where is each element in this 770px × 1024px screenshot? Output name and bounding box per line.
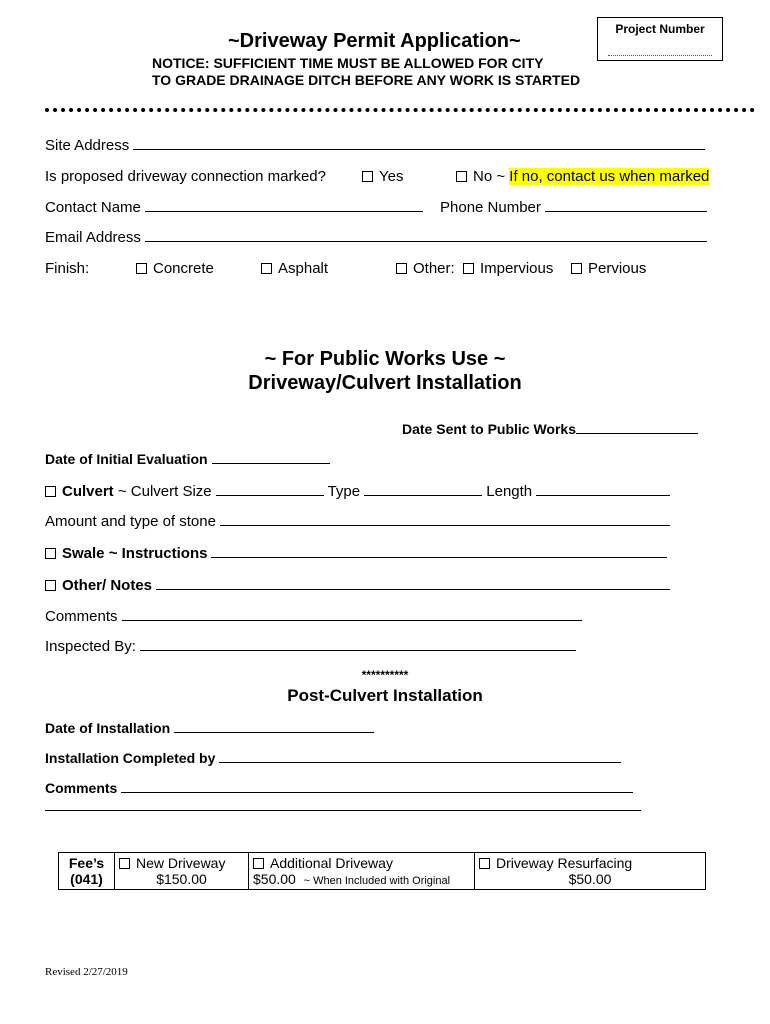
completed-by-field[interactable] [219,749,621,763]
additional-price: $50.00 [253,871,296,887]
initial-eval-label: Date of Initial Evaluation [45,451,208,467]
site-address-field[interactable] [133,136,705,150]
contact-name-label: Contact Name [45,199,141,216]
post-comments-line-2[interactable] [45,810,641,811]
culvert-label: Culvert [62,483,114,500]
phone-number-label: Phone Number [440,199,541,216]
inspected-label: Inspected By: [45,638,136,655]
yes-checkbox[interactable] [362,171,373,182]
project-number-label: Project Number [615,22,705,36]
finish-label: Finish: [45,260,90,277]
concrete-option[interactable] [136,260,214,277]
asphalt-label: Asphalt [278,260,329,277]
stone-row[interactable] [45,512,670,530]
culvert-size-label: ~ Culvert Size [117,483,212,500]
project-number-box[interactable] [597,17,723,61]
post-culvert-heading: Post-Culvert Installation [287,686,483,705]
new-driveway-cell[interactable] [115,853,249,890]
comments-row[interactable] [45,607,582,625]
length-label: Length [486,483,533,500]
dotted-divider [45,108,755,112]
impervious-label: Impervious [480,260,554,277]
yes-label: Yes [379,168,404,185]
other-notes-label: Other/ Notes [62,577,153,594]
swale-field[interactable] [211,544,667,558]
phone-number-field[interactable] [545,198,707,212]
fees-code: (041) [70,871,103,887]
pervious-option[interactable] [571,260,646,277]
additional-driveway-cell[interactable] [249,853,475,890]
length-field[interactable] [536,482,670,496]
type-field[interactable] [364,482,482,496]
asphalt-checkbox[interactable] [261,263,272,274]
date-sent-row[interactable] [402,420,698,437]
post-comments-label: Comments [45,780,118,796]
post-comments-row[interactable] [45,779,633,796]
phone-number-row[interactable] [440,198,707,216]
culvert-checkbox[interactable] [45,486,56,497]
culvert-row[interactable] [45,482,670,500]
install-date-row[interactable] [45,719,374,736]
site-address-label: Site Address [45,137,130,154]
swale-label: Swale ~ Instructions [62,545,208,562]
fees-label: Fee’s [68,855,105,871]
additional-driveway-checkbox[interactable] [253,858,264,869]
date-sent-label: Date Sent to Public Works [402,421,576,437]
revised-date: Revised 2/27/2019 [45,966,128,978]
no-option[interactable] [456,168,709,185]
email-field[interactable] [145,228,707,242]
no-note: If no, contact us when marked [509,168,710,185]
installation-heading: Driveway/Culvert Installation [248,372,522,394]
new-driveway-checkbox[interactable] [119,858,130,869]
yes-option[interactable] [362,168,403,185]
pervious-label: Pervious [588,260,647,277]
other-label: Other: [413,260,455,277]
type-label: Type [327,483,361,500]
additional-note: ~ When Included with Original [303,875,451,887]
post-comments-field[interactable] [121,779,633,793]
impervious-checkbox[interactable] [463,263,474,274]
date-sent-field[interactable] [576,420,698,434]
inspected-field[interactable] [140,637,576,651]
concrete-label: Concrete [153,260,214,277]
public-works-heading: ~ For Public Works Use ~ [264,348,506,370]
concrete-checkbox[interactable] [136,263,147,274]
site-address-row[interactable] [45,136,705,154]
swale-row[interactable] [45,544,667,562]
other-checkbox[interactable] [396,263,407,274]
impervious-option[interactable] [463,260,553,277]
swale-checkbox[interactable] [45,548,56,559]
inspected-row[interactable] [45,637,576,655]
resurfacing-label: Driveway Resurfacing [496,855,633,871]
separator: ********** [361,668,409,682]
other-notes-field[interactable] [156,576,670,590]
email-label: Email Address [45,229,141,246]
install-date-field[interactable] [174,719,374,733]
marked-question: Is proposed driveway connection marked? [45,168,326,185]
notice-line-1: NOTICE: SUFFICIENT TIME MUST BE ALLOWED FOR CITY [152,55,544,71]
contact-name-row[interactable] [45,198,423,216]
no-checkbox[interactable] [456,171,467,182]
completed-by-label: Installation Completed by [45,750,216,766]
resurfacing-cell[interactable] [475,853,706,890]
comments-label: Comments [45,608,118,625]
no-label: No ~ [473,168,506,185]
new-driveway-label: New Driveway [136,855,226,871]
other-notes-row[interactable] [45,576,670,594]
fees-label-cell [59,853,115,890]
resurfacing-checkbox[interactable] [479,858,490,869]
fees-table [58,852,706,890]
comments-field[interactable] [122,607,582,621]
install-date-label: Date of Installation [45,720,171,736]
project-number-line [608,55,712,56]
new-driveway-price: $150.00 [156,871,207,887]
pervious-checkbox[interactable] [571,263,582,274]
form-title: ~Driveway Permit Application~ [228,30,521,52]
stone-label: Amount and type of stone [45,513,216,530]
notice-line-2: TO GRADE DRAINAGE DITCH BEFORE ANY WORK IS STARTED [152,72,581,88]
other-option[interactable] [396,260,455,277]
stone-field[interactable] [220,512,670,526]
initial-eval-row[interactable] [45,450,330,467]
other-notes-checkbox[interactable] [45,580,56,591]
email-row[interactable] [45,228,707,246]
contact-name-field[interactable] [145,198,423,212]
asphalt-option[interactable] [261,260,328,277]
culvert-size-field[interactable] [216,482,324,496]
initial-eval-field[interactable] [212,450,330,464]
completed-by-row[interactable] [45,749,621,766]
resurfacing-price: $50.00 [568,871,612,887]
additional-driveway-label: Additional Driveway [270,855,393,871]
